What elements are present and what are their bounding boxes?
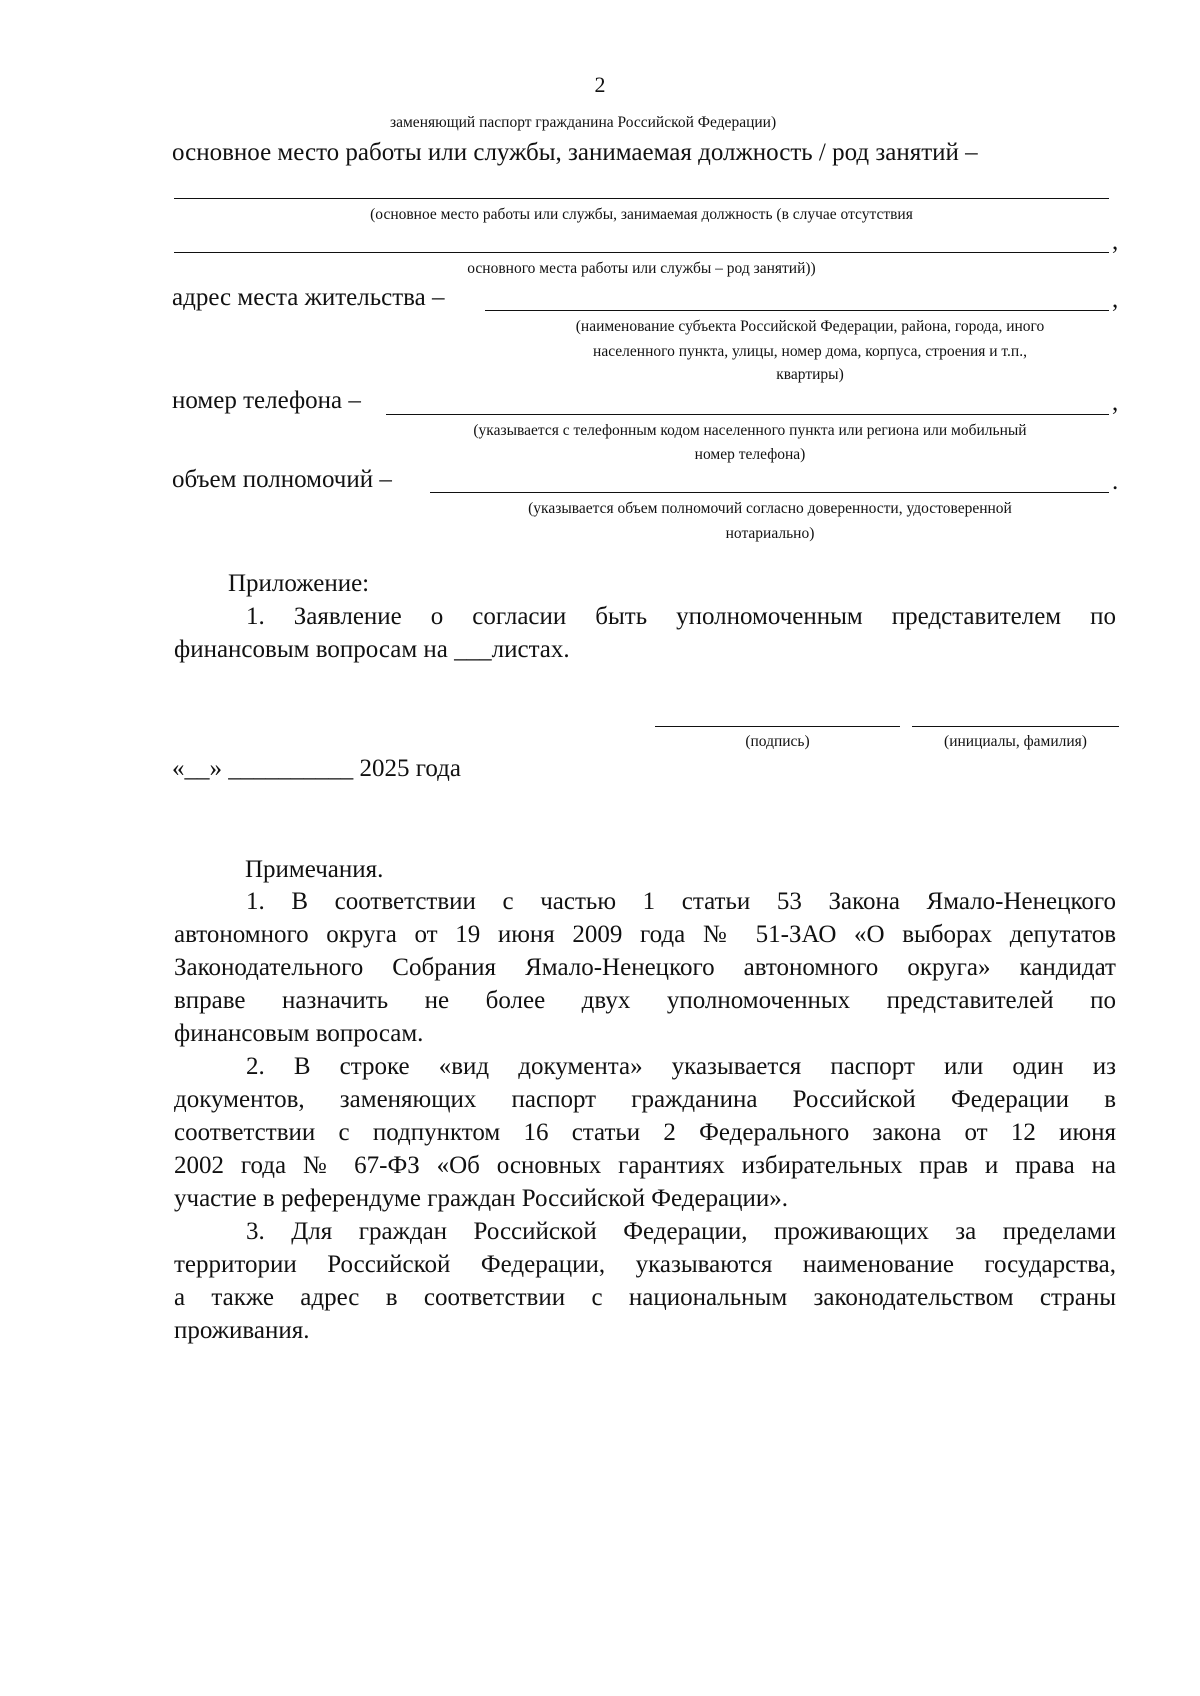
note1-line-4: вправе назначить не более двух уполномоченных представителей по: [174, 987, 1116, 1014]
note1-line-3: Законодательного Собрания Ямало-Ненецкого автономного округа» кандидат: [174, 954, 1116, 981]
work-blank-line-2: [174, 252, 1109, 253]
note3-line-4: проживания.: [174, 1317, 310, 1344]
attachment-line-2: финансовым вопросам на ___листах.: [174, 636, 570, 663]
notes-heading: Примечания.: [245, 856, 384, 883]
attachment-line-1: 1. Заявление о согласии быть уполномоченным представителем по: [246, 603, 1116, 630]
powers-caption-1: (указывается объем полномочий согласно доверенности, удостоверенной: [528, 500, 1012, 517]
attachment-heading: Приложение:: [228, 570, 370, 597]
work-caption-1: (основное место работы или службы, занимаемая должность (в случае отсутствия: [370, 206, 913, 223]
powers-period: .: [1112, 468, 1119, 495]
note2-line-4: 2002 года № 67-ФЗ «Об основных гарантиях избирательных прав и права на: [174, 1152, 1116, 1179]
powers-caption-2: нотариально): [725, 525, 815, 542]
notes-body: [174, 885, 1116, 1347]
attachment-item: [174, 600, 1116, 666]
name-line: [912, 726, 1119, 727]
name-caption: (инициалы, фамилия): [944, 733, 1087, 750]
note2-line-1: 2. В строке «вид документа» указывается паспорт или один из: [246, 1053, 1116, 1080]
note3-line-2: территории Российской Федерации, указываются наименование государства,: [174, 1251, 1116, 1278]
date-line: «__» __________ 2025 года: [172, 755, 461, 782]
phone-caption-1: (указывается с телефонным кодом населенного пункта или региона или мобильный: [473, 422, 1027, 439]
work-label: основное место работы или службы, занимаемая должность / род занятий –: [172, 139, 978, 166]
signature-caption: (подпись): [745, 733, 810, 750]
phone-caption-2: номер телефона): [694, 446, 806, 463]
powers-label: объем полномочий –: [172, 466, 392, 493]
note1-line-2: автономного округа от 19 июня 2009 года № 51-ЗАО «О выборах депутатов: [174, 921, 1116, 948]
note1-line-1: 1. В соответствии с частью 1 статьи 53 Закона Ямало-Ненецкого: [246, 888, 1116, 915]
note1-line-5: финансовым вопросам.: [174, 1020, 424, 1047]
address-caption-2: населенного пункта, улицы, номер дома, корпуса, строения и т.п.,: [593, 343, 1027, 360]
address-caption-1: (наименование субъекта Российской Федерации, района, города, иного: [575, 318, 1045, 335]
passport-caption-tail: заменяющий паспорт гражданина Российской Федерации): [390, 114, 777, 131]
signature-line: [655, 726, 900, 727]
address-caption-3: квартиры): [776, 366, 844, 383]
note2-line-2: документов, заменяющих паспорт гражданина Российской Федерации в: [174, 1086, 1116, 1113]
page-number: 2: [594, 72, 606, 97]
phone-blank-line: [386, 414, 1109, 415]
address-comma: ,: [1112, 286, 1119, 313]
address-label: адрес места жительства –: [172, 284, 445, 311]
work-blank-line-1: [174, 198, 1109, 199]
address-blank-line: [485, 310, 1109, 311]
work-comma: ,: [1112, 228, 1119, 255]
work-caption-2: основного места работы или службы – род занятий)): [467, 260, 816, 277]
note2-line-3: соответствии с подпунктом 16 статьи 2 Федерального закона от 12 июня: [174, 1119, 1116, 1146]
phone-comma: ,: [1112, 389, 1119, 416]
powers-blank-line: [430, 492, 1109, 493]
note3-line-1: 3. Для граждан Российской Федерации, проживающих за пределами: [246, 1218, 1116, 1245]
note2-line-5: участие в референдуме граждан Российской Федерации».: [174, 1185, 789, 1212]
note3-line-3: а также адрес в соответствии с национальным законодательством страны: [174, 1284, 1116, 1311]
phone-label: номер телефона –: [172, 387, 361, 414]
